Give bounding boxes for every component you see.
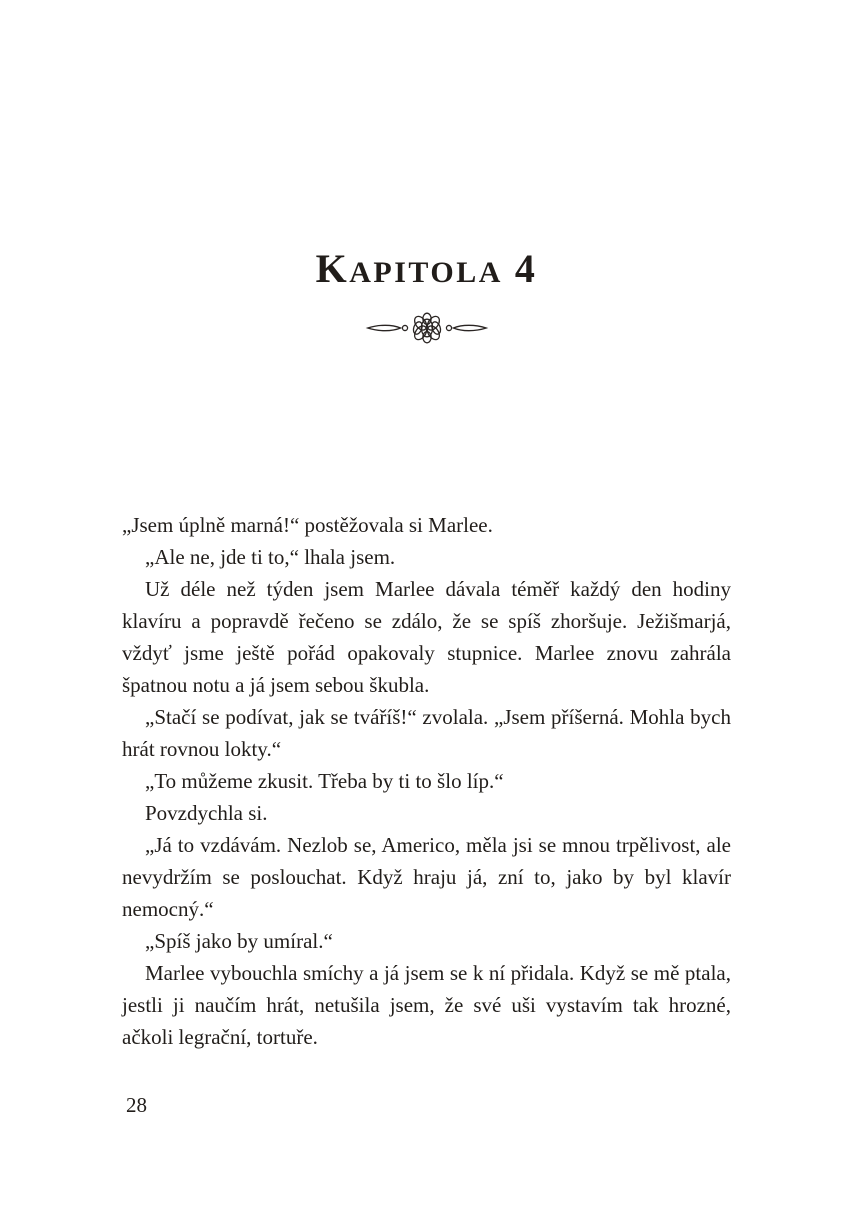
page-number: 28: [126, 1093, 147, 1117]
paragraph: „To můžeme zkusit. Třeba by ti to šlo líp.“: [145, 769, 504, 793]
paragraph: „Já to vzdávám. Nezlob se, Americo, měla jsi se mnou trpělivost, ale nevydržím se poslouchat. Když hraju já, zní to, jako by byl klavír nemocný.“: [122, 833, 731, 921]
paragraph: Povzdychla si.: [145, 801, 268, 825]
chapter-heading-rest: APITOLA: [349, 256, 503, 289]
chapter-heading: [122, 247, 731, 295]
chapter-heading-initial: K: [315, 246, 350, 291]
paragraph: „Stačí se podívat, jak se tváříš!“ zvolala. „Jsem příšerná. Mohla bych hrát rovnou lokty.“: [122, 705, 731, 761]
body-text: [122, 509, 731, 1053]
paragraph: Už déle než týden jsem Marlee dávala téměř každý den hodiny klavíru a popravdě řečeno se zdálo, že se spíš zhoršuje. Ježišmarjá, vždyť jsme ještě pořád opakovaly stupnice. Marlee znovu zahrála špatnou notu a já jsem sebou škubla.: [122, 577, 731, 697]
knot-ornament-icon: [122, 304, 731, 352]
paragraph: „Jsem úplně marná!“ postěžovala si Marlee.: [122, 513, 493, 537]
paragraph: „Ale ne, jde ti to,“ lhala jsem.: [145, 545, 396, 569]
paragraph: Marlee vybouchla smíchy a já jsem se k ní přidala. Když se mě ptala, jestli ji naučím hrát, netušila jsem, že své uši vystavím tak hrozné, ačkoli legrační, tortuře.: [122, 961, 731, 1049]
paragraph: „Spíš jako by umíral.“: [145, 929, 333, 953]
chapter-number: 4: [514, 246, 538, 291]
